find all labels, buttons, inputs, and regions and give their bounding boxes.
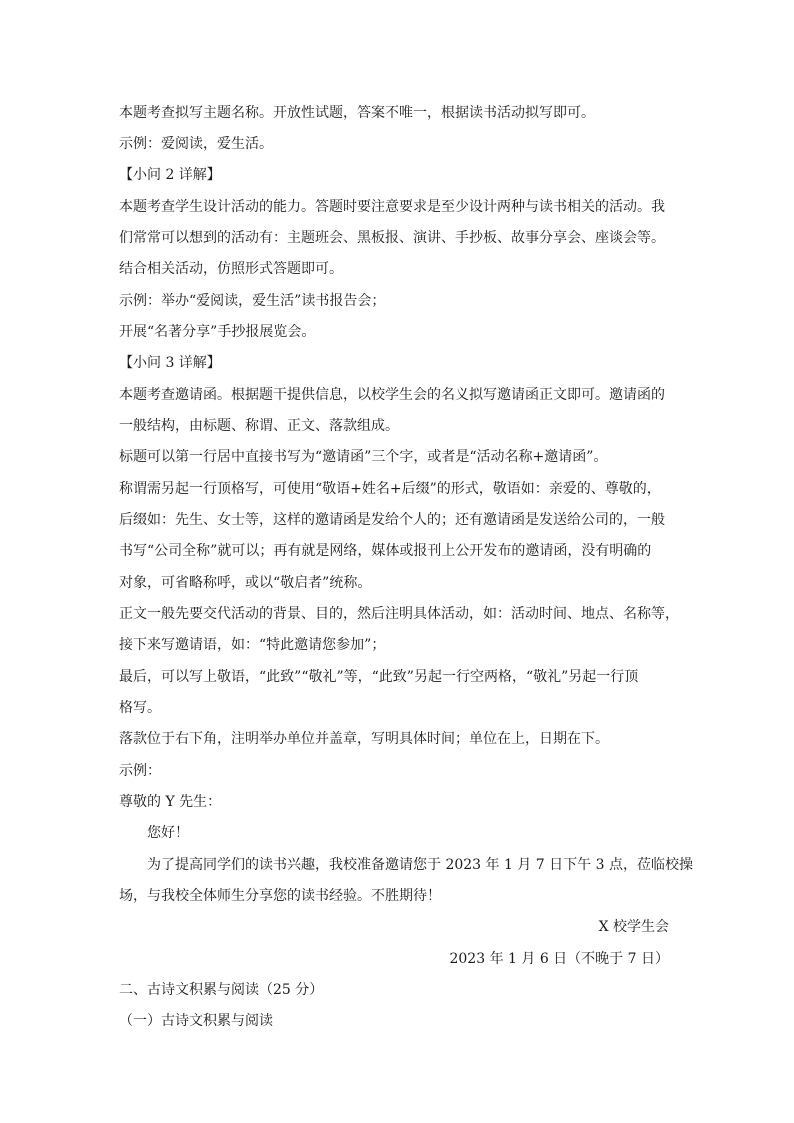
text-line: 标题可以第一行居中直接书写为“邀请函”三个字，或者是“活动名称+邀请函”。 [119, 449, 608, 465]
text-line: 正文一般先要交代活动的背景、目的，然后注明具体活动，如：活动时间、地点、名称等， [119, 606, 679, 622]
text-line: 们常常可以想到的活动有：主题班会、黑板报、演讲、手抄板、故事分享会、座谈会等。 [119, 230, 665, 246]
letter-body-line: 场，与我校全体师生分享您的读书经验。不胜期待！ [119, 888, 441, 904]
text-line: 书写“公司全称”就可以；再有就是网络，媒体或报刊上公开发布的邀请函，没有明确的 [119, 543, 652, 559]
text-line: 示例： [119, 763, 161, 779]
text-line: 落款位于右下角，注明举办单位并盖章，写明具体时间；单位在上，日期在下。 [119, 731, 609, 747]
text-line: 示例：举办“爱阅读，爱生活”读书报告会； [119, 293, 386, 309]
text-line: 一般结构，由标题、称谓、正文、落款组成。 [119, 418, 399, 434]
text-line: 格写。 [119, 700, 161, 716]
text-line: 接下来写邀请语，如：“特此邀请您参加”； [119, 637, 386, 653]
text-line: 本题考查拟写主题名称。开放性试题，答案不唯一，根据读书活动拟写即可。 [119, 105, 595, 121]
text-line: 对象，可省略称呼，或以“敬启者”统称。 [119, 575, 372, 591]
text-line: 开展“名著分享”手抄报展览会。 [119, 324, 316, 340]
text-line: 后缀如：先生、女士等，这样的邀请函是发给个人的；还有邀请函是发送给公司的，一般 [119, 512, 665, 528]
section-heading: 【小问 2 详解】 [119, 167, 221, 183]
text-line: 最后，可以写上敬语，“此致”“敬礼”等，“此致”另起一行空两格，“敬礼”另起一行顶 [119, 669, 639, 685]
section-heading: 二、古诗文积累与阅读（25 分） [119, 982, 324, 998]
letter-body-line: 为了提高同学们的读书兴趣，我校准备邀请您于 2023 年 1 月 7 日下午 3 点，莅临校操 [147, 857, 693, 873]
text-line: 称谓需另起一行顶格写，可使用“敬语+姓名+后缀”的形式，敬语如：亲爱的、尊敬的， [119, 481, 661, 497]
subsection-heading: （一）古诗文积累与阅读 [119, 1013, 273, 1029]
section-heading: 【小问 3 详解】 [119, 355, 221, 371]
letter-signature: X 校学生会 [598, 919, 669, 935]
text-line: 示例：爱阅读，爱生活。 [119, 136, 273, 152]
letter-salutation: 尊敬的 Y 先生： [119, 794, 222, 810]
text-line: 结合相关活动，仿照形式答题即可。 [119, 261, 343, 277]
letter-greeting: 您好！ [147, 825, 189, 841]
letter-date: 2023 年 1 月 6 日（不晚于 7 日） [449, 951, 669, 967]
text-line: 本题考查学生设计活动的能力。答题时要注意要求是至少设计两种与读书相关的活动。我 [119, 199, 665, 215]
text-line: 本题考查邀请函。根据题干提供信息，以校学生会的名义拟写邀请函正文即可。邀请函的 [119, 387, 665, 403]
